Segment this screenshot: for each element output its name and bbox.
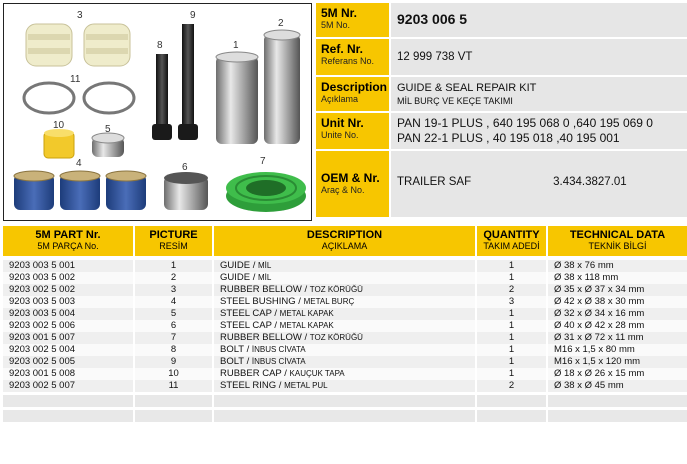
label-5: 5 [105, 124, 111, 135]
cell-description-tr: METAL KAPAK [279, 309, 334, 318]
steel-bushing-image [14, 171, 146, 210]
oem-label-en: OEM & Nr. [321, 171, 380, 185]
oem-label [316, 151, 389, 217]
table-row [3, 356, 687, 368]
cell-picture: 11 [135, 380, 212, 392]
unit-label [316, 113, 389, 149]
cell-description-tr: KAUÇUK TAPA [289, 369, 345, 378]
label-2: 2 [278, 18, 284, 29]
product-photo [3, 3, 312, 221]
header-description: DESCRIPTION AÇIKLAMA [214, 226, 475, 256]
green-bellow-image [226, 172, 306, 212]
cell-quantity: 1 [477, 308, 546, 320]
label-11: 11 [70, 74, 81, 85]
cell-part-number: 9203 002 5 006 [3, 320, 133, 332]
cell-part-number: 9203 003 5 003 [3, 296, 133, 308]
table-row [3, 320, 687, 332]
parts-table [3, 226, 687, 422]
cell-part-number: 9203 003 5 002 [3, 272, 133, 284]
cell-quantity: 1 [477, 260, 546, 272]
cell-quantity: 3 [477, 296, 546, 308]
steel-ring-image [24, 83, 134, 113]
cell-description [214, 368, 475, 380]
description-row [316, 77, 687, 111]
description-value [391, 77, 687, 111]
header-part-number: 5M PART Nr. 5M PARÇA No. [3, 226, 133, 256]
cell-picture: 4 [135, 296, 212, 308]
reference-label [316, 39, 389, 75]
reference-value: 12 999 738 VT [391, 39, 687, 75]
info-panel [316, 3, 687, 219]
cell-quantity: 1 [477, 332, 546, 344]
cell-picture: 2 [135, 272, 212, 284]
cell-description [214, 380, 475, 392]
oem-value [391, 151, 687, 217]
label-4: 4 [76, 158, 82, 169]
table-row [3, 260, 687, 272]
cell-description-tr: İNBUS CİVATA [251, 357, 306, 366]
unit-value [391, 113, 687, 149]
header-quantity: QUANTITY TAKIM ADEDİ [477, 226, 546, 256]
cell-quantity: 2 [477, 284, 546, 296]
cell-technical-data: Ø 18 x Ø 26 x 15 mm [548, 368, 687, 380]
cell-part-number: 9203 002 5 007 [3, 380, 133, 392]
cell-picture: 6 [135, 320, 212, 332]
cell-description-en: STEEL CAP / [220, 320, 280, 331]
table-row [3, 308, 687, 320]
cell-picture: 1 [135, 260, 212, 272]
cell-description-tr: METAL PUL [284, 381, 328, 390]
part-number-value: 9203 006 5 [391, 3, 687, 37]
cell-description-en: RUBBER CAP / [220, 368, 290, 379]
cell-picture: 8 [135, 344, 212, 356]
oem-brand: TRAILER SAF [397, 175, 472, 188]
cell-technical-data: Ø 31 x Ø 72 x 11 mm [548, 332, 687, 344]
cell-quantity: 1 [477, 368, 546, 380]
cell-picture: 5 [135, 308, 212, 320]
label-1: 1 [233, 40, 239, 51]
cell-description-en: STEEL BUSHING / [220, 296, 304, 307]
desc-label-tr: Açıklama [321, 94, 359, 104]
header-technical-data: TECHNICAL DATA TEKNİK BİLGİ [548, 226, 687, 256]
cell-technical-data: Ø 40 x Ø 42 x 28 mm [548, 320, 687, 332]
cell-technical-data: Ø 32 x Ø 34 x 16 mm [548, 308, 687, 320]
cell-quantity: 1 [477, 356, 546, 368]
cell-picture: 3 [135, 284, 212, 296]
oem-row [316, 151, 687, 217]
cell-part-number: 9203 003 5 001 [3, 260, 133, 272]
cell-technical-data: Ø 38 x Ø 45 mm [548, 380, 687, 392]
description-en: GUIDE & SEAL REPAIR KIT [397, 82, 537, 94]
cell-technical-data: Ø 38 x 118 mm [548, 272, 687, 284]
cell-description-tr: MİL [258, 273, 272, 282]
table-row [3, 272, 687, 284]
table-row [3, 332, 687, 344]
cell-part-number: 9203 002 5 005 [3, 356, 133, 368]
cell-description-en: RUBBER BELLOW / [220, 284, 310, 295]
cell-technical-data: Ø 38 x 76 mm [548, 260, 687, 272]
cell-description-en: GUIDE / [220, 260, 259, 271]
steel-cap-large-image [164, 172, 208, 210]
guide-short-image [216, 52, 258, 144]
unit-value-1: PAN 19-1 PLUS , 640 195 068 0 ,640 195 069 0 [397, 116, 653, 130]
cell-quantity: 1 [477, 344, 546, 356]
cell-quantity: 1 [477, 272, 546, 284]
reference-row [316, 39, 687, 75]
oem-number: 3.434.3827.01 [553, 175, 627, 188]
cell-description [214, 320, 475, 332]
cell-description [214, 332, 475, 344]
cell-part-number: 9203 001 5 008 [3, 368, 133, 380]
table-empty-row [3, 395, 687, 407]
rubber-bellow-image [26, 24, 130, 66]
ref-label-tr: Referans No. [321, 56, 375, 66]
parts-illustration [4, 4, 311, 220]
table-empty-row [3, 410, 687, 422]
cell-description-en: STEEL RING / [220, 380, 285, 391]
cell-description-en: RUBBER BELLOW / [220, 332, 310, 343]
cell-description-tr: METAL KAPAK [279, 321, 334, 330]
unit-label-en: Unit Nr. [321, 116, 364, 130]
cell-technical-data: M16 x 1,5 x 120 mm [548, 356, 687, 368]
cell-part-number: 9203 002 5 004 [3, 344, 133, 356]
desc-label-en: Description [321, 80, 388, 94]
cell-description-en: BOLT / [220, 344, 252, 355]
label-3: 3 [77, 10, 83, 21]
cell-description-tr: MİL [258, 261, 272, 270]
label-8: 8 [157, 40, 163, 51]
cell-quantity: 1 [477, 320, 546, 332]
table-header [3, 226, 687, 256]
guide-long-image [264, 30, 300, 144]
part-label-tr: 5M No. [321, 20, 351, 30]
part-number-row [316, 3, 687, 37]
rubber-cap-image [44, 129, 74, 158]
label-7: 7 [260, 156, 266, 167]
part-label-en: 5M Nr. [321, 6, 358, 20]
cell-description-en: GUIDE / [220, 272, 259, 283]
cell-description [214, 356, 475, 368]
ref-label-en: Ref. Nr. [321, 42, 364, 56]
steel-cap-small-image [92, 133, 124, 157]
cell-description-tr: METAL BURÇ [303, 297, 355, 306]
oem-label-tr: Araç & No. [321, 185, 365, 195]
cell-quantity: 2 [477, 380, 546, 392]
table-row [3, 344, 687, 356]
cell-picture: 7 [135, 332, 212, 344]
table-row [3, 380, 687, 392]
cell-picture: 10 [135, 368, 212, 380]
table-row [3, 368, 687, 380]
cell-part-number: 9203 002 5 002 [3, 284, 133, 296]
header-picture: PICTURE RESİM [135, 226, 212, 256]
cell-description-tr: TOZ KÖRÜĞÜ [309, 333, 363, 342]
table-row [3, 296, 687, 308]
cell-technical-data: Ø 42 x Ø 38 x 30 mm [548, 296, 687, 308]
unit-value-2: PAN 22-1 PLUS , 40 195 018 ,40 195 001 [397, 131, 620, 145]
cell-technical-data: M16 x 1,5 x 80 mm [548, 344, 687, 356]
cell-description [214, 272, 475, 284]
part-number-label [316, 3, 389, 37]
cell-description [214, 344, 475, 356]
unit-row [316, 113, 687, 149]
description-label [316, 77, 389, 111]
description-tr: MİL BURÇ VE KEÇE TAKIMI [397, 96, 513, 106]
table-row [3, 284, 687, 296]
cell-description-tr: TOZ KÖRÜĞÜ [309, 285, 363, 294]
unit-label-tr: Unite No. [321, 130, 359, 140]
label-6: 6 [182, 162, 188, 173]
table-body [3, 260, 687, 392]
cell-picture: 9 [135, 356, 212, 368]
cell-technical-data: Ø 35 x Ø 37 x 34 mm [548, 284, 687, 296]
cell-description [214, 308, 475, 320]
cell-description [214, 284, 475, 296]
cell-description-tr: İNBUS CİVATA [251, 345, 306, 354]
cell-description-en: BOLT / [220, 356, 252, 367]
cell-description [214, 260, 475, 272]
label-10: 10 [53, 120, 65, 131]
cell-description-en: STEEL CAP / [220, 308, 280, 319]
cell-part-number: 9203 003 5 004 [3, 308, 133, 320]
cell-description [214, 296, 475, 308]
label-9: 9 [190, 10, 196, 21]
cell-part-number: 9203 001 5 007 [3, 332, 133, 344]
